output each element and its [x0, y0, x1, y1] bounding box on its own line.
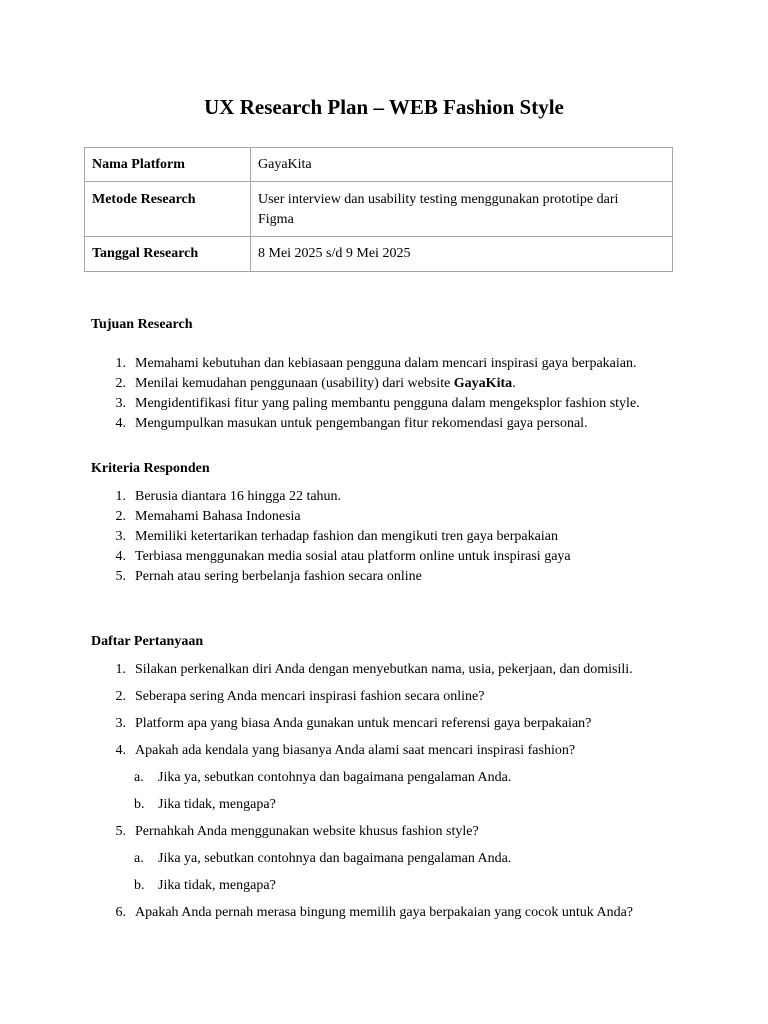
date-label: Tanggal Research: [85, 237, 251, 272]
sub-list-letter: a.: [134, 770, 144, 785]
platform-value: GayaKita: [251, 148, 673, 182]
sub-list-letter: a.: [134, 851, 144, 866]
list-number: 3.: [115, 716, 126, 731]
method-label: Metode Research: [85, 182, 251, 237]
list-number: 1.: [115, 489, 126, 504]
sub-list-letter: b.: [134, 878, 145, 893]
list-number: 2.: [115, 509, 126, 524]
list-number: 4.: [115, 549, 126, 564]
platform-name-bold: GayaKita: [453, 376, 513, 391]
document-title: UX Research Plan – WEB Fashion Style: [204, 95, 564, 119]
list-text: Apakah ada kendala yang biasanya Anda alami saat mencari inspirasi fashion?: [135, 743, 576, 758]
method-value-line1: User interview dan usability testing menggunakan prototipe dari: [258, 192, 619, 207]
list-text: Pernah atau sering berbelanja fashion secara online: [135, 569, 422, 584]
list-text-part: Menilai kemudahan penggunaan (usability) dari website: [135, 376, 454, 391]
list-text: Mengumpulkan masukan untuk pengembangan fitur rekomendasi gaya personal.: [135, 416, 588, 431]
list-text: Terbiasa menggunakan media sosial atau platform online untuk inspirasi gaya: [135, 549, 571, 564]
kriteria-heading: Kriteria Responden: [91, 461, 210, 476]
sub-list-text: Jika tidak, mengapa?: [158, 878, 276, 893]
list-text: Mengidentifikasi fitur yang paling membantu pengguna dalam mengeksplor fashion style.: [135, 396, 640, 411]
list-number: 2.: [115, 689, 126, 704]
list-text-part: .: [512, 376, 516, 391]
list-text: Memahami kebutuhan dan kebiasaan pengguna dalam mencari inspirasi gaya berpakaian.: [135, 356, 637, 371]
list-number: 5.: [115, 824, 126, 839]
list-text: Pernahkah Anda menggunakan website khusus fashion style?: [135, 824, 479, 839]
list-number: 2.: [115, 376, 126, 391]
sub-list-text: Jika ya, sebutkan contohnya dan bagaimana pengalaman Anda.: [158, 851, 512, 866]
list-number: 4.: [115, 416, 126, 431]
table-row: [85, 237, 673, 272]
date-value: 8 Mei 2025 s/d 9 Mei 2025: [251, 237, 673, 272]
list-text: Apakah Anda pernah merasa bingung memilih gaya berpakaian yang cocok untuk Anda?: [135, 905, 634, 920]
list-text: Memiliki ketertarikan terhadap fashion dan mengikuti tren gaya berpakaian: [135, 529, 558, 544]
list-text: Seberapa sering Anda mencari inspirasi fashion secara online?: [135, 689, 485, 704]
tujuan-heading: Tujuan Research: [91, 317, 193, 332]
sub-list-text: Jika ya, sebutkan contohnya dan bagaimana pengalaman Anda.: [158, 770, 512, 785]
list-number: 6.: [115, 905, 126, 920]
sub-list-letter: b.: [134, 797, 145, 812]
list-text: Berusia diantara 16 hingga 22 tahun.: [135, 489, 342, 504]
list-text: [135, 374, 516, 394]
list-text: Silakan perkenalkan diri Anda dengan menyebutkan nama, usia, pekerjaan, dan domisili.: [135, 662, 633, 677]
table-row: [85, 182, 673, 237]
list-number: 1.: [115, 356, 126, 371]
pertanyaan-heading: Daftar Pertanyaan: [91, 634, 204, 649]
platform-label: Nama Platform: [85, 148, 251, 182]
method-value: [251, 182, 673, 237]
list-number: 5.: [115, 569, 126, 584]
list-text: Memahami Bahasa Indonesia: [135, 509, 301, 524]
table-row: [85, 148, 673, 182]
list-number: 1.: [115, 662, 126, 677]
research-info-table: [84, 147, 673, 272]
sub-list-text: Jika tidak, mengapa?: [158, 797, 276, 812]
list-text: Platform apa yang biasa Anda gunakan untuk mencari referensi gaya berpakaian?: [135, 716, 592, 731]
list-number: 4.: [115, 743, 126, 758]
list-number: 3.: [115, 396, 126, 411]
list-number: 3.: [115, 529, 126, 544]
method-value-line2: Figma: [258, 212, 294, 227]
